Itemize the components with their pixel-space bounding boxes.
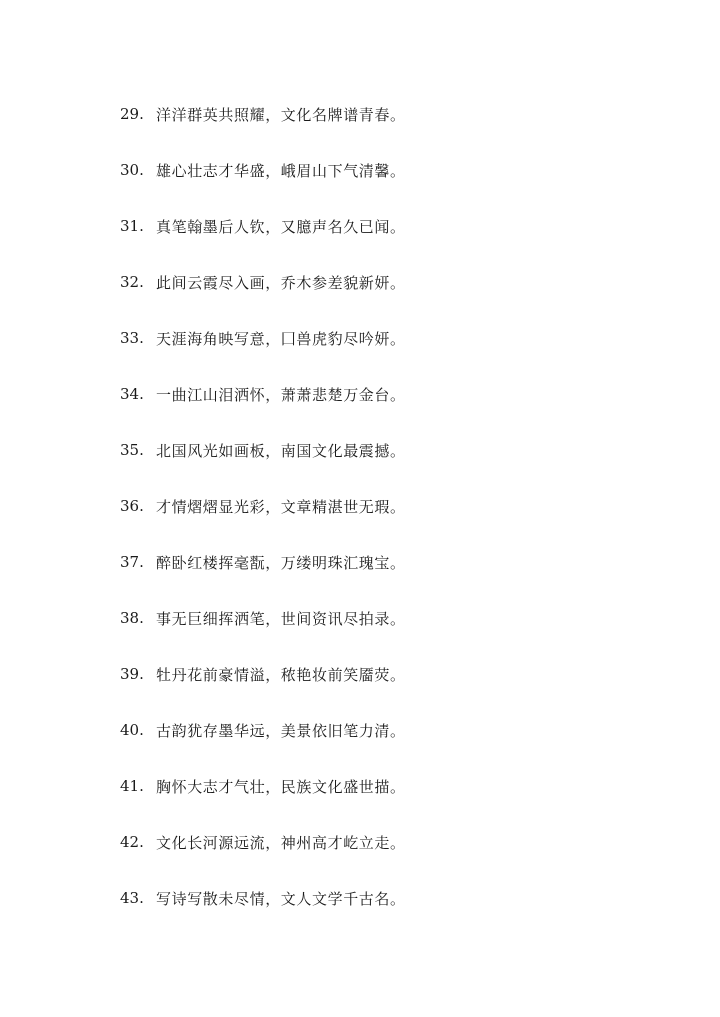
line-text: 文化长河源远流，神州高才屹立走。: [156, 833, 406, 852]
line-text: 胸怀大志才气壮，民族文化盛世描。: [156, 777, 406, 796]
line-number: 32.: [120, 273, 144, 291]
list-item: [120, 646, 406, 702]
list-item: [120, 478, 406, 534]
list-item: [120, 198, 406, 254]
line-text: 事无巨细挥洒笔，世间资讯尽拍录。: [156, 609, 406, 628]
line-number: 43.: [120, 889, 144, 907]
line-number: 36.: [120, 497, 144, 515]
line-number: 42.: [120, 833, 144, 851]
line-number: 29.: [120, 105, 144, 123]
list-item: [120, 254, 406, 310]
list-item: [120, 86, 406, 142]
list-item: [120, 814, 406, 870]
line-text: 天涯海角映写意，囗兽虎豹尽吟妍。: [156, 329, 406, 348]
line-text: 雄心壮志才华盛，峨眉山下气清馨。: [156, 161, 406, 180]
line-number: 35.: [120, 441, 144, 459]
line-text: 古韵犹存墨华远，美景依旧笔力清。: [156, 721, 406, 740]
line-number: 31.: [120, 217, 144, 235]
line-number: 30.: [120, 161, 144, 179]
line-text: 北国风光如画板，南国文化最震撼。: [156, 441, 406, 460]
line-text: 洋洋群英共照耀，文化名牌谱青春。: [156, 105, 406, 124]
line-text: 一曲江山泪洒怀，萧萧悲楚万金台。: [156, 385, 406, 404]
list-item: [120, 366, 406, 422]
list-item: [120, 534, 406, 590]
list-item: [120, 702, 406, 758]
line-text: 此间云霞尽入画，乔木参差貌新妍。: [156, 273, 406, 292]
list-item: [120, 758, 406, 814]
line-text: 牡丹花前豪情溢，秾艳妆前笑靥荧。: [156, 665, 406, 684]
line-number: 33.: [120, 329, 144, 347]
line-text: 写诗写散未尽情，文人文学千古名。: [156, 889, 406, 908]
line-text: 真笔翰墨后人钦，又臆声名久已闻。: [156, 217, 406, 236]
list-item: [120, 870, 406, 926]
list-item: [120, 142, 406, 198]
poem-line-list: [120, 86, 406, 926]
line-number: 37.: [120, 553, 144, 571]
line-number: 38.: [120, 609, 144, 627]
list-item: [120, 590, 406, 646]
line-text: 醉卧红楼挥毫翫，万缕明珠汇瑰宝。: [156, 553, 406, 572]
list-item: [120, 422, 406, 478]
line-number: 34.: [120, 385, 144, 403]
line-text: 才情熠熠显光彩，文章精湛世无瑕。: [156, 497, 406, 516]
line-number: 39.: [120, 665, 144, 683]
line-number: 41.: [120, 777, 144, 795]
list-item: [120, 310, 406, 366]
line-number: 40.: [120, 721, 144, 739]
